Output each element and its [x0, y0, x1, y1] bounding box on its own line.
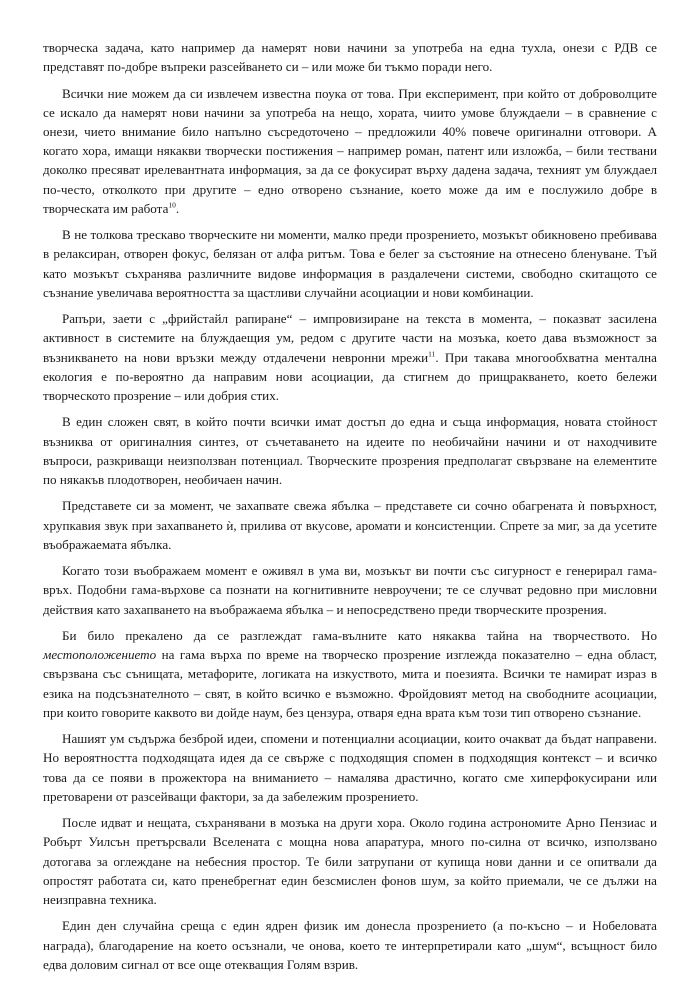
emphasized-text: местоположението: [43, 647, 157, 663]
body-text: [43, 38, 657, 974]
footnote-ref: 11: [428, 349, 436, 359]
paragraph-text: .: [175, 200, 180, 216]
paragraph-text: Рапъри, заети с „фрийстайл рапиране“ – импровизиране на текста в момента, – показват засилена активност в системите на блуждаещия ум, редом с другите части на мозъка, което дава възможност за възникването на нови връзки между отдалечени невронни мрежи: [43, 311, 657, 365]
paragraph: [43, 626, 657, 722]
paragraph-text: В не толкова трескаво творческите ни моменти, малко преди прозрението, мозъкът обикновено пребивава в релаксиран, отворен фокус, белязан от алфа ритъм. Това е белег за състояние на отнесено бленуване. Тъй като мозъкът съхранява различните видове информация в раздалечени системи, свободно скитащото се съзнание увеличава вероятността за щастливи случайни асоциации и нови комбинации.: [43, 227, 657, 300]
paragraph-text: Всички ние можем да си извлечем известна поука от това. При експеримент, при който от доброволците се искало да намерят нови начини за употреба на нещо, хората, чиито умове блуждаели – в сравнение с онези, чието внимание било напълно съсредоточено – предложили 40% повече оригинални отговори. А когато хора, имащи някакви творчески постижения – например роман, патент или изложба, – били тествани доколко пресяват ирелевантната информация, за да се фокусират върху дадена задача, техният ум блуждаел по-често, отколкото при другите – едно отворено съзнание, което може да им е послужило добре в творческата им работа: [43, 85, 657, 216]
paragraph-text: творческа задача, като например да намерят нови начини за употреба на една тухла, онези с РДВ се представят по-добре въпреки разсейването си – или може би тъкмо поради него.: [43, 40, 657, 75]
footnote-ref: 10: [168, 200, 176, 210]
paragraph: [43, 225, 657, 302]
paragraph: [43, 561, 657, 619]
paragraph-text: Когато този въображаем момент е оживял в ума ви, мозъкът ви почти със сигурност е генерирал гама-връх. Подобни гама-върхове са познати на когнитивните невроучени; те се случват редовно при мисловни действия като захапването на въображаема ябълка – и непосредствено преди творческите прозрения.: [43, 563, 657, 617]
paragraph-text: Един ден случайна среща с един ядрен физик им донесла прозрението (а по-късно – и Нобеловата награда), благодарение на което осъзнали, че онова, което те интерпретирали като „шум“, всъщност било едва доловим сигнал от все още отекващия Голям взрив.: [43, 918, 657, 972]
paragraph: [43, 813, 657, 909]
paragraph: [43, 38, 657, 76]
paragraph-text: Нашият ум съдържа безброй идеи, спомени и потенциални асоциации, които очакват да бъдат направени. Но вероятността подходящата идея да се свърже с подходящия спомен в подходящия контекст – и всичко това да се появи в прожектора на вниманието – намалява драстично, когато сме хиперфокусирани или претоварени от разсейващи фактори, за да забележим прозрението.: [43, 731, 657, 804]
paragraph-text: После идват и нещата, съхранявани в мозъка на други хора. Около година астрономите Арно Пензиас и Робърт Уилсън претърсвали Вселената с мощна нова апаратура, много по-силна от всичко, използвано дотогава за оглеждане на небесния простор. Те били затрупани от купища нови данни и се опитвали да опростят работата си, като пренебрегнат един безсмислен фонов шум, за който приемали, че се дължи на неизправна техника.: [43, 815, 657, 908]
paragraph: [43, 412, 657, 489]
paragraph-text: Би било прекалено да се разглеждат гама-вълните като някаква тайна на творчеството. Но: [62, 628, 657, 643]
paragraph-text: В един сложен свят, в който почти всички имат достъп до една и съща информация, новата стойност възниква от оригиналния синтез, от съчетаването на идеите по необичайни начини и от находчивите въпроси, разкриващи неизползван потенциал. Творческите прозрения предполагат свързване на елементите по някакъв плодотворен, необичаен начин.: [43, 414, 657, 488]
paragraph-text: Представете си за момент, че захапвате свежа ябълка – представете си сочно обагрената ѝ повърхност, хрупкавия звук при захапването ѝ, прилива от вкусове, аромати и консистенции. Спрете за миг, за да усетите въображаемата ябълка.: [43, 498, 657, 552]
paragraph: [43, 309, 657, 405]
paragraph: [43, 84, 657, 218]
paragraph-text: на гама върха по време на творческо прозрение изглежда показателно – една област, свързвана със сънищата, метафорите, логиката на изкуството, мита и поезията. Всички те намират израз в езика на подсъзнателното – свят, в който всичко е възможно. Фройдовият метод на свободните асоциации, при които говорите каквото ви дойде наум, без цензура, отваря една врата към този тип отворено съзнание.: [43, 647, 657, 720]
paragraph: [43, 916, 657, 974]
paragraph: [43, 729, 657, 806]
paragraph-text: . При такава многообхватна ментална екология е по-вероятно да направим нови асоциации, да стигнем до прищракването, което бележи творческото прозрение – или добрия стих.: [43, 349, 657, 404]
paragraph: [43, 496, 657, 554]
